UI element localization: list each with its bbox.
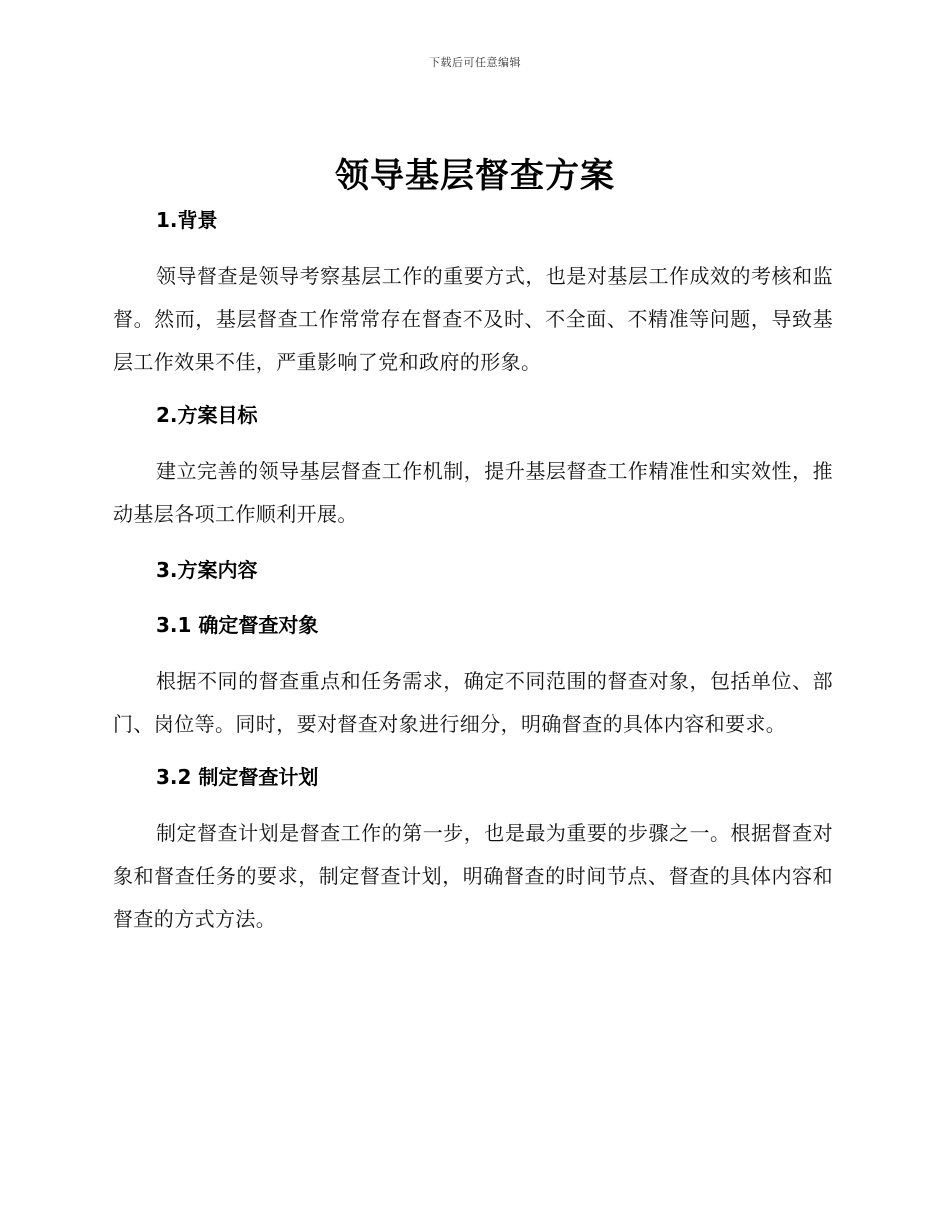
section-heading-content: 3.方案内容 [156,558,258,582]
document-body [113,200,833,941]
section-heading-plan: 3.2 制定督查计划 [156,765,319,789]
header-note: 下载后可任意编辑 [429,56,521,69]
paragraph-background: 领导督查是领导考察基层工作的重要方式，也是对基层工作成效的考核和监督。然而，基层督查工作常常存在督查不及时、不全面、不精准等问题，导致基层工作效果不佳，严重影响了党和政府的形象。 [113,264,833,374]
paragraph-plan: 制定督查计划是督查工作的第一步，也是最为重要的步骤之一。根据督查对象和督查任务的要求，制定督查计划，明确督查的时间节点、督查的具体内容和督查的方式方法。 [113,821,833,931]
paragraph-goal: 建立完善的领导基层督查工作机制，提升基层督查工作精准性和实效性，推动基层各项工作顺利开展。 [113,459,833,526]
paragraph-object: 根据不同的督查重点和任务需求，确定不同范围的督查对象，包括单位、部门、岗位等。同时，要对督查对象进行细分，明确督查的具体内容和要求。 [113,669,833,736]
section-heading-object: 3.1 确定督查对象 [156,613,319,637]
section-heading-background: 1.背景 [156,208,218,232]
section-heading-goal: 2.方案目标 [156,403,258,427]
document-title: 领导基层督查方案 [335,156,615,196]
